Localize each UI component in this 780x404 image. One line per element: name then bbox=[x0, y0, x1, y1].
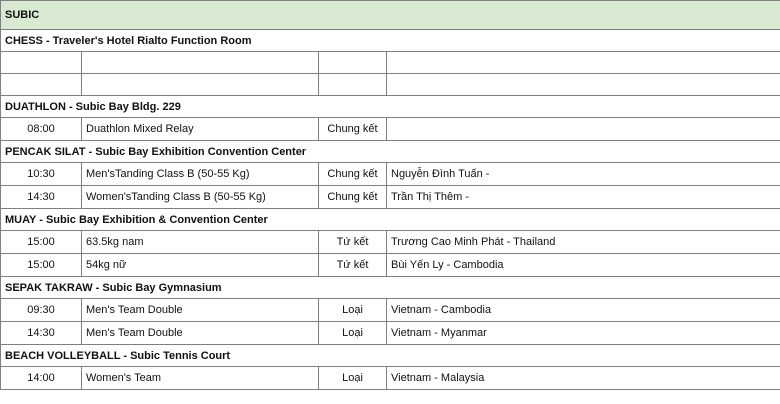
section-header-row bbox=[1, 141, 780, 163]
event-round: Tứ kết bbox=[319, 254, 387, 277]
empty-cell bbox=[319, 74, 387, 96]
event-name: Men'sTanding Class B (50-55 Kg) bbox=[82, 163, 319, 186]
section-header-row bbox=[1, 277, 780, 299]
table-row bbox=[1, 231, 780, 254]
empty-cell bbox=[319, 52, 387, 74]
empty-cell bbox=[387, 74, 780, 96]
event-name: Men's Team Double bbox=[82, 322, 319, 345]
schedule-body bbox=[1, 1, 780, 390]
venue-title: SUBIC bbox=[1, 1, 780, 30]
empty-cell bbox=[82, 74, 319, 96]
event-athlete: Vietnam - Myanmar bbox=[387, 322, 780, 345]
event-time: 15:00 bbox=[1, 231, 82, 254]
event-name: 54kg nữ bbox=[82, 254, 319, 277]
event-athlete: Bùi Yến Ly - Cambodia bbox=[387, 254, 780, 277]
section-header: BEACH VOLLEYBALL - Subic Tennis Court bbox=[1, 345, 780, 367]
table-row bbox=[1, 186, 780, 209]
table-row bbox=[1, 163, 780, 186]
section-header-row bbox=[1, 96, 780, 118]
event-time: 15:00 bbox=[1, 254, 82, 277]
section-header: MUAY - Subic Bay Exhibition & Convention Center bbox=[1, 209, 780, 231]
event-athlete: Trần Thị Thêm - bbox=[387, 186, 780, 209]
table-row bbox=[1, 367, 780, 390]
event-athlete: Vietnam - Cambodia bbox=[387, 299, 780, 322]
empty-cell bbox=[1, 74, 82, 96]
event-name: Women'sTanding Class B (50-55 Kg) bbox=[82, 186, 319, 209]
event-round: Loại bbox=[319, 322, 387, 345]
event-round: Tứ kết bbox=[319, 231, 387, 254]
event-time: 08:00 bbox=[1, 118, 82, 141]
empty-cell bbox=[82, 52, 319, 74]
event-name: Duathlon Mixed Relay bbox=[82, 118, 319, 141]
event-name: Women's Team bbox=[82, 367, 319, 390]
section-header: DUATHLON - Subic Bay Bldg. 229 bbox=[1, 96, 780, 118]
event-round: Loại bbox=[319, 299, 387, 322]
section-header-row bbox=[1, 30, 780, 52]
table-row bbox=[1, 254, 780, 277]
section-header: PENCAK SILAT - Subic Bay Exhibition Convention Center bbox=[1, 141, 780, 163]
event-time: 14:30 bbox=[1, 186, 82, 209]
event-athlete: Trương Cao Minh Phát - Thailand bbox=[387, 231, 780, 254]
table-row bbox=[1, 322, 780, 345]
event-name: 63.5kg nam bbox=[82, 231, 319, 254]
event-time: 09:30 bbox=[1, 299, 82, 322]
venue-title-row bbox=[1, 1, 780, 30]
empty-cell bbox=[1, 52, 82, 74]
event-name: Men's Team Double bbox=[82, 299, 319, 322]
section-header: SEPAK TAKRAW - Subic Bay Gymnasium bbox=[1, 277, 780, 299]
event-round: Chung kết bbox=[319, 118, 387, 141]
event-time: 14:00 bbox=[1, 367, 82, 390]
event-athlete bbox=[387, 118, 780, 141]
section-header-row bbox=[1, 209, 780, 231]
event-round: Chung kết bbox=[319, 163, 387, 186]
section-header: CHESS - Traveler's Hotel Rialto Function Room bbox=[1, 30, 780, 52]
empty-cell bbox=[387, 52, 780, 74]
table-row bbox=[1, 299, 780, 322]
event-time: 14:30 bbox=[1, 322, 82, 345]
event-athlete: Vietnam - Malaysia bbox=[387, 367, 780, 390]
event-round: Chung kết bbox=[319, 186, 387, 209]
empty-row bbox=[1, 74, 780, 96]
event-round: Loại bbox=[319, 367, 387, 390]
event-time: 10:30 bbox=[1, 163, 82, 186]
empty-row bbox=[1, 52, 780, 74]
section-header-row bbox=[1, 345, 780, 367]
event-athlete: Nguyễn Đình Tuấn - bbox=[387, 163, 780, 186]
table-row bbox=[1, 118, 780, 141]
